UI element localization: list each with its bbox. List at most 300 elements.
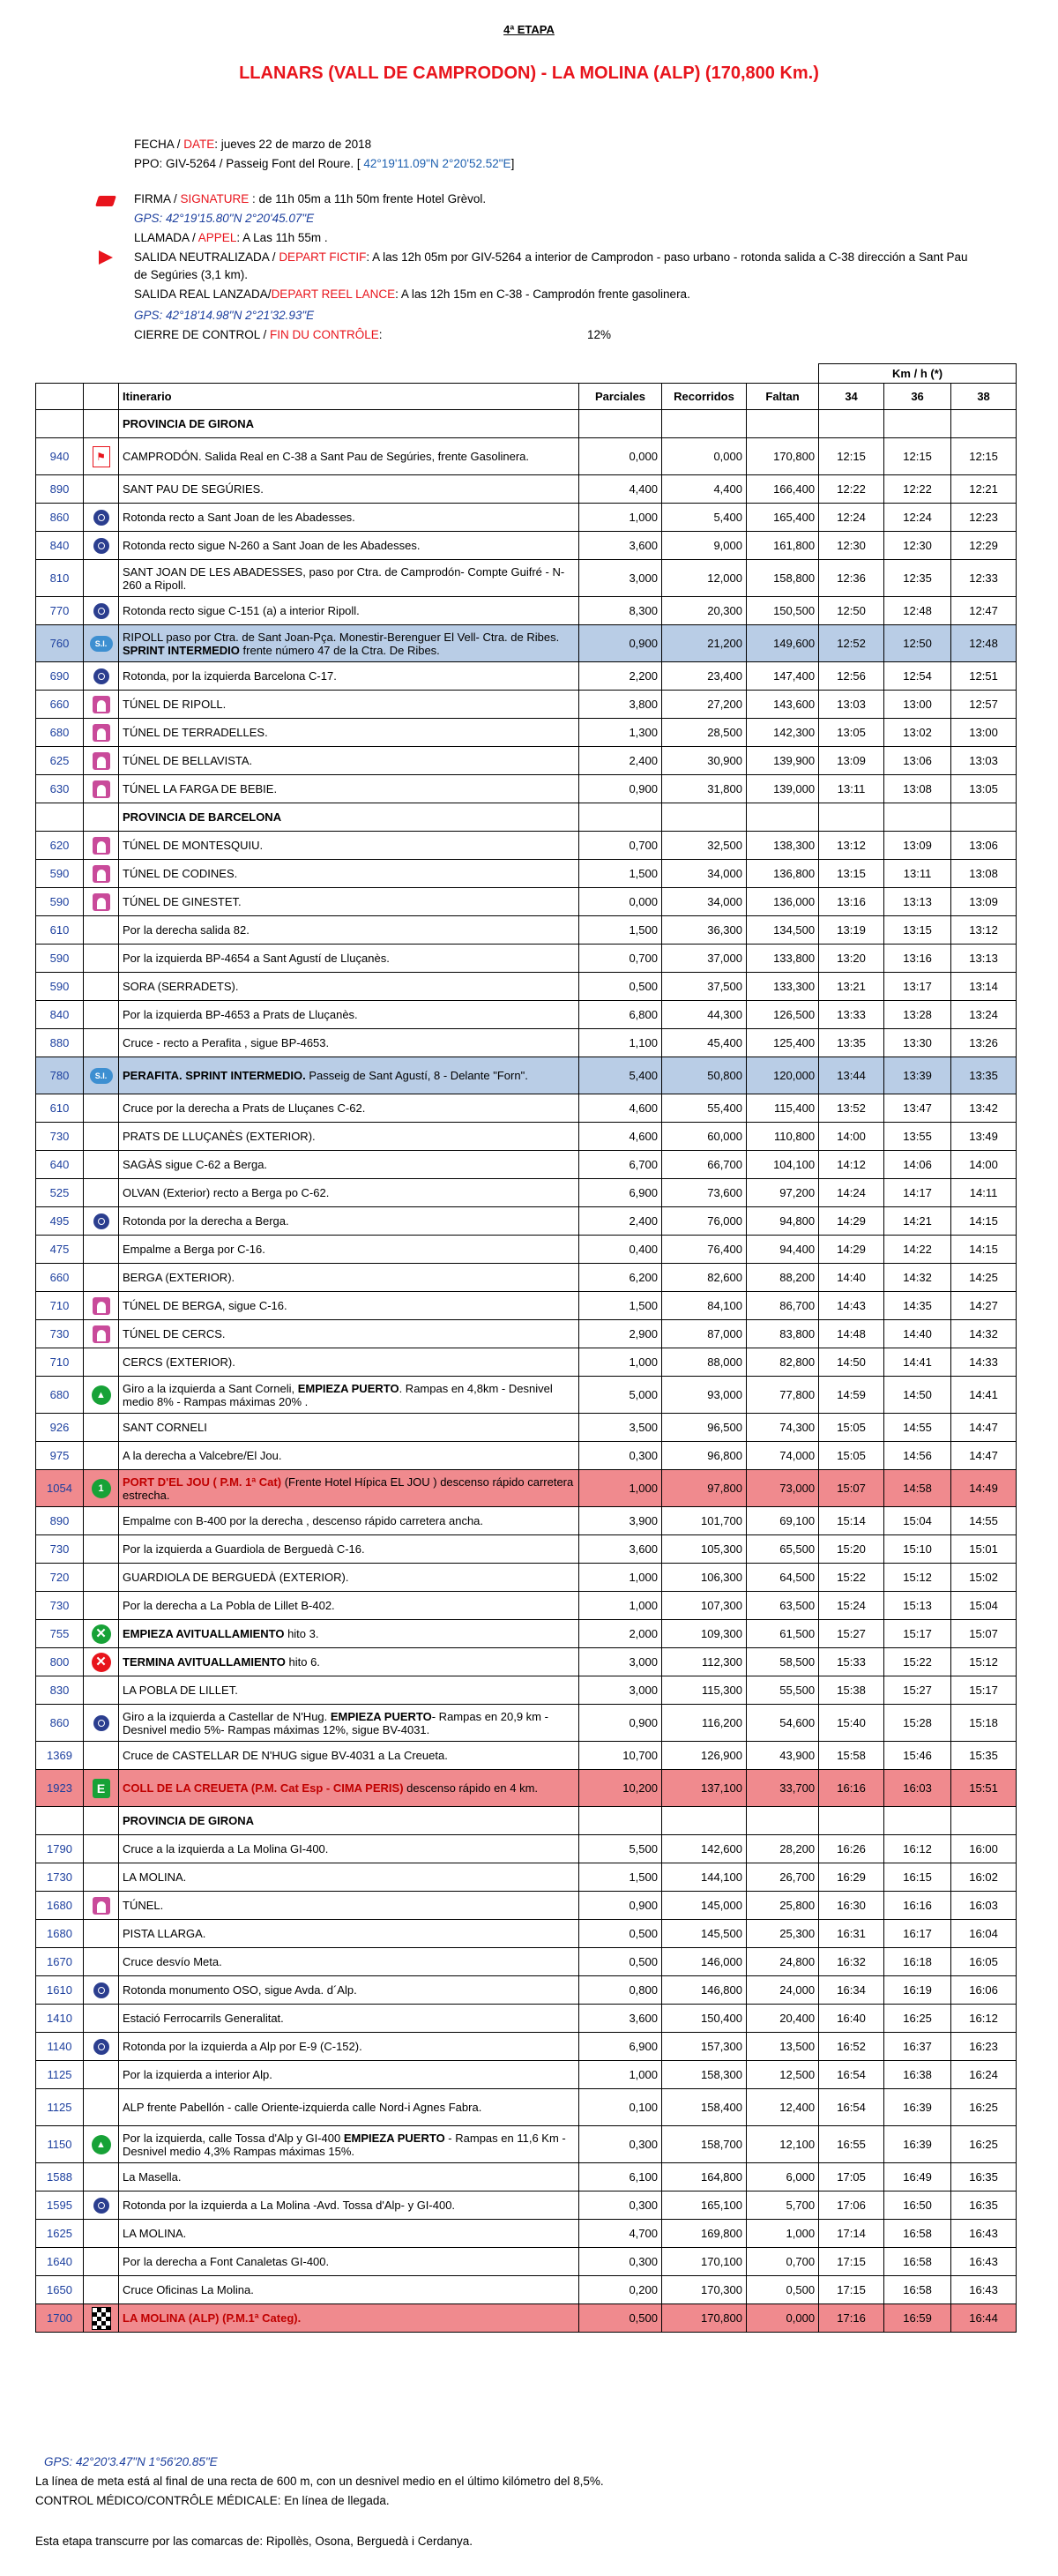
partial-km: 0,900 bbox=[579, 625, 662, 662]
partial-km: 0,300 bbox=[579, 2126, 662, 2163]
time-38: 14:33 bbox=[951, 1348, 1017, 1377]
time-36: 14:41 bbox=[884, 1348, 951, 1377]
covered-km: 150,400 bbox=[662, 2005, 747, 2033]
climb-start-icon: ▲ bbox=[92, 1387, 111, 1400]
remaining-km: 94,400 bbox=[747, 1236, 819, 1264]
altitude: 1700 bbox=[36, 2304, 84, 2333]
time-38: 14:49 bbox=[951, 1470, 1017, 1507]
itinerary bbox=[119, 1920, 579, 1948]
time-34: 14:48 bbox=[819, 1320, 884, 1348]
altitude: 610 bbox=[36, 1094, 84, 1123]
itinerary-text-2: frente número 47 de la Ctra. De Ribes. bbox=[239, 643, 440, 657]
remaining-km: 0,000 bbox=[747, 2304, 819, 2333]
time-38: 12:48 bbox=[951, 625, 1017, 662]
time-36: 14:58 bbox=[884, 1470, 951, 1507]
time-34: 13:21 bbox=[819, 973, 884, 1001]
time-34: 14:40 bbox=[819, 1264, 884, 1292]
time-36: 12:50 bbox=[884, 625, 951, 662]
time-36: 13:28 bbox=[884, 1001, 951, 1029]
remaining-km: 61,500 bbox=[747, 1620, 819, 1648]
time-36: 16:58 bbox=[884, 2276, 951, 2304]
remaining-km: 136,800 bbox=[747, 860, 819, 888]
covered-km: 36,300 bbox=[662, 916, 747, 945]
altitude: 770 bbox=[36, 597, 84, 625]
covered-km: 157,300 bbox=[662, 2033, 747, 2061]
time-38: 12:23 bbox=[951, 504, 1017, 532]
time-34: 13:52 bbox=[819, 1094, 884, 1123]
covered-km: 76,400 bbox=[662, 1236, 747, 1264]
itinerary bbox=[119, 1264, 579, 1292]
call-value: : A Las 11h 55m . bbox=[236, 231, 328, 244]
tunnel-icon bbox=[93, 725, 110, 738]
itinerary bbox=[119, 1151, 579, 1179]
itinerary bbox=[119, 1564, 579, 1592]
table-row bbox=[36, 1179, 1017, 1207]
call-label: LLAMADA / bbox=[134, 231, 198, 244]
remaining-km: 86,700 bbox=[747, 1292, 819, 1320]
covered-km: 158,400 bbox=[662, 2089, 747, 2126]
roundabout-icon bbox=[93, 2198, 109, 2211]
itinerary bbox=[119, 1507, 579, 1535]
time-38: 16:43 bbox=[951, 2220, 1017, 2248]
time-34: 12:50 bbox=[819, 597, 884, 625]
itinerary-text: Empalme con B-400 por la derecha , descenso rápido carretera ancha. bbox=[123, 1514, 484, 1527]
altitude: 680 bbox=[36, 1377, 84, 1414]
covered-km: 82,600 bbox=[662, 1264, 747, 1292]
covered-km: 55,400 bbox=[662, 1094, 747, 1123]
roundabout-icon bbox=[93, 2039, 109, 2052]
remaining-km: 97,200 bbox=[747, 1179, 819, 1207]
time-34: 15:24 bbox=[819, 1592, 884, 1620]
itinerary bbox=[119, 1676, 579, 1705]
altitude: 1369 bbox=[36, 1742, 84, 1770]
climb-1-icon: 1 bbox=[92, 1481, 111, 1494]
signature-value: : de 11h 05m a 11h 50m frente Hotel Grèvol. bbox=[252, 192, 487, 205]
itinerary-text: TÚNEL DE BERGA, sigue C-16. bbox=[123, 1299, 287, 1312]
altitude: 1640 bbox=[36, 2248, 84, 2276]
roundabout-icon bbox=[93, 1982, 109, 1996]
altitude: 660 bbox=[36, 691, 84, 719]
remaining-km: 28,200 bbox=[747, 1835, 819, 1863]
time-38: 16:24 bbox=[951, 2061, 1017, 2089]
start-icon: ⚑ bbox=[93, 449, 110, 462]
covered-km: 45,400 bbox=[662, 1029, 747, 1057]
time-36: 13:30 bbox=[884, 1029, 951, 1057]
table-row bbox=[36, 1348, 1017, 1377]
altitude: 1625 bbox=[36, 2220, 84, 2248]
time-38: 15:18 bbox=[951, 1705, 1017, 1742]
time-38: 16:12 bbox=[951, 2005, 1017, 2033]
table-row bbox=[36, 2005, 1017, 2033]
time-34: 12:36 bbox=[819, 560, 884, 597]
covered-km: 32,500 bbox=[662, 832, 747, 860]
partial-km: 0,900 bbox=[579, 1892, 662, 1920]
itinerary-text: ALP frente Pabellón - calle Oriente-izquierda calle Nord-i Agnes Fabra. bbox=[123, 2101, 482, 2114]
time-36: 13:08 bbox=[884, 775, 951, 803]
itinerary-text-2: hito 3. bbox=[284, 1627, 319, 1640]
partial-km: 1,500 bbox=[579, 916, 662, 945]
province-row bbox=[36, 1807, 1017, 1835]
call-label-fr: APPEL bbox=[197, 231, 237, 244]
time-36: 13:11 bbox=[884, 860, 951, 888]
remaining-km: 65,500 bbox=[747, 1535, 819, 1564]
time-38: 15:07 bbox=[951, 1620, 1017, 1648]
altitude: 1125 bbox=[36, 2089, 84, 2126]
altitude: 860 bbox=[36, 1705, 84, 1742]
time-36: 16:18 bbox=[884, 1948, 951, 1976]
partial-km: 5,400 bbox=[579, 1057, 662, 1094]
time-38: 15:51 bbox=[951, 1770, 1017, 1807]
covered-km: 142,600 bbox=[662, 1835, 747, 1863]
itinerary-text: Giro a la izquierda a Sant Corneli, bbox=[123, 1381, 298, 1395]
time-38: 14:27 bbox=[951, 1292, 1017, 1320]
remaining-km: 6,000 bbox=[747, 2163, 819, 2191]
itinerary-text: TÚNEL DE TERRADELLES. bbox=[123, 726, 268, 739]
table-row bbox=[36, 1863, 1017, 1892]
partial-km: 0,300 bbox=[579, 1442, 662, 1470]
altitude: 940 bbox=[36, 438, 84, 475]
remaining-km: 150,500 bbox=[747, 597, 819, 625]
altitude: 1595 bbox=[36, 2191, 84, 2220]
table-row bbox=[36, 1648, 1017, 1676]
altitude: 1410 bbox=[36, 2005, 84, 2033]
table-row bbox=[36, 691, 1017, 719]
roundabout-icon bbox=[93, 668, 109, 682]
remaining-km: 125,400 bbox=[747, 1029, 819, 1057]
table-row bbox=[36, 1442, 1017, 1470]
time-34: 13:16 bbox=[819, 888, 884, 916]
control-close-label-fr: FIN DU CONTRÔLE bbox=[270, 328, 379, 341]
remaining-km: 170,800 bbox=[747, 438, 819, 475]
finish-icon bbox=[92, 2311, 111, 2324]
time-36: 12:30 bbox=[884, 532, 951, 560]
altitude: 620 bbox=[36, 832, 84, 860]
itinerary-text: RIPOLL paso por Ctra. de Sant Joan-Pça. Monestir-Berenguer El Vell- Ctra. de Ribes. bbox=[123, 630, 560, 644]
time-38: 13:13 bbox=[951, 945, 1017, 973]
altitude: 975 bbox=[36, 1442, 84, 1470]
covered-km: 169,800 bbox=[662, 2220, 747, 2248]
itinerary bbox=[119, 2304, 579, 2333]
time-38: 12:29 bbox=[951, 532, 1017, 560]
time-34: 14:24 bbox=[819, 1179, 884, 1207]
time-34: 13:19 bbox=[819, 916, 884, 945]
table-row bbox=[36, 1470, 1017, 1507]
itinerary bbox=[119, 1123, 579, 1151]
itinerary-text-2: . Rampas en 4,8km - Desnivel medio 8% - Rampas máximas 20% . bbox=[123, 1381, 553, 1408]
itinerary bbox=[119, 1592, 579, 1620]
altitude: 495 bbox=[36, 1207, 84, 1236]
remaining-km: 73,000 bbox=[747, 1470, 819, 1507]
province-name: PROVINCIA DE BARCELONA bbox=[119, 803, 579, 832]
itinerary-text: BERGA (EXTERIOR). bbox=[123, 1271, 235, 1284]
altitude: 590 bbox=[36, 860, 84, 888]
table-row bbox=[36, 504, 1017, 532]
time-38: 14:25 bbox=[951, 1264, 1017, 1292]
time-34: 14:29 bbox=[819, 1236, 884, 1264]
remaining-km: 1,000 bbox=[747, 2220, 819, 2248]
time-38: 15:04 bbox=[951, 1592, 1017, 1620]
itinerary-highlight: TERMINA AVITUALLAMIENTO bbox=[123, 1655, 286, 1669]
itinerary bbox=[119, 2163, 579, 2191]
itinerary-text-2: hito 6. bbox=[285, 1655, 320, 1669]
remaining-km: 74,000 bbox=[747, 1442, 819, 1470]
call-line bbox=[134, 231, 328, 244]
itinerary bbox=[119, 945, 579, 973]
altitude: 926 bbox=[36, 1414, 84, 1442]
roundabout-icon bbox=[93, 1715, 109, 1729]
itinerary bbox=[119, 2248, 579, 2276]
tunnel-icon bbox=[93, 866, 110, 879]
covered-km: 34,000 bbox=[662, 860, 747, 888]
table-row bbox=[36, 1264, 1017, 1292]
time-36: 15:04 bbox=[884, 1507, 951, 1535]
province-name: PROVINCIA DE GIRONA bbox=[119, 410, 579, 438]
altitude: 860 bbox=[36, 504, 84, 532]
ppo-line bbox=[134, 157, 514, 170]
time-34: 16:55 bbox=[819, 2126, 884, 2163]
time-36: 15:22 bbox=[884, 1648, 951, 1676]
time-36: 16:25 bbox=[884, 2005, 951, 2033]
covered-km: 137,100 bbox=[662, 1770, 747, 1807]
partial-km: 10,200 bbox=[579, 1770, 662, 1807]
partial-km: 3,000 bbox=[579, 1648, 662, 1676]
remaining-km: 77,800 bbox=[747, 1377, 819, 1414]
time-36: 13:47 bbox=[884, 1094, 951, 1123]
remaining-km: 88,200 bbox=[747, 1264, 819, 1292]
partial-km: 5,000 bbox=[579, 1377, 662, 1414]
time-36: 15:10 bbox=[884, 1535, 951, 1564]
time-36: 14:56 bbox=[884, 1442, 951, 1470]
table-row bbox=[36, 1507, 1017, 1535]
time-34: 16:29 bbox=[819, 1863, 884, 1892]
time-36: 15:17 bbox=[884, 1620, 951, 1648]
table-row bbox=[36, 1292, 1017, 1320]
remaining-km: 138,300 bbox=[747, 832, 819, 860]
medical-control: CONTROL MÉDICO/CONTRÔLE MÉDICALE: En línea de llegada. bbox=[35, 2494, 390, 2507]
time-36: 16:38 bbox=[884, 2061, 951, 2089]
itinerary-text: SANT PAU DE SEGÚRIES. bbox=[123, 482, 264, 496]
time-34: 12:24 bbox=[819, 504, 884, 532]
table-row bbox=[36, 2276, 1017, 2304]
time-38: 14:15 bbox=[951, 1236, 1017, 1264]
time-34: 14:00 bbox=[819, 1123, 884, 1151]
itinerary-highlight: EMPIEZA PUERTO bbox=[330, 1709, 432, 1723]
itinerary bbox=[119, 1377, 579, 1414]
itinerary-text: TÚNEL. bbox=[123, 1899, 164, 1912]
province-row bbox=[36, 410, 1017, 438]
control-close-label: CIERRE DE CONTROL / bbox=[134, 328, 271, 341]
time-36: 12:22 bbox=[884, 475, 951, 504]
route-table bbox=[35, 363, 1017, 2333]
itinerary-text: Por la izquierda a interior Alp. bbox=[123, 2068, 272, 2081]
itinerary bbox=[119, 1442, 579, 1470]
table-row bbox=[36, 1742, 1017, 1770]
remaining-km: 12,100 bbox=[747, 2126, 819, 2163]
partial-km: 6,900 bbox=[579, 1179, 662, 1207]
time-38: 13:49 bbox=[951, 1123, 1017, 1151]
partial-km: 3,600 bbox=[579, 532, 662, 560]
partial-km: 4,400 bbox=[579, 475, 662, 504]
time-36: 15:12 bbox=[884, 1564, 951, 1592]
ppo-gps: 42°19'11.09"N 2°20'52.52"E bbox=[363, 157, 511, 170]
table-row bbox=[36, 1001, 1017, 1029]
time-36: 12:54 bbox=[884, 662, 951, 691]
remaining-km: 58,500 bbox=[747, 1648, 819, 1676]
date-label: FECHA / bbox=[134, 138, 184, 151]
altitude: 525 bbox=[36, 1179, 84, 1207]
itinerary-highlight: EMPIEZA PUERTO bbox=[343, 2131, 445, 2145]
time-38: 13:03 bbox=[951, 747, 1017, 775]
covered-km: 116,200 bbox=[662, 1705, 747, 1742]
table-row bbox=[36, 719, 1017, 747]
itinerary bbox=[119, 1292, 579, 1320]
remaining-km: 126,500 bbox=[747, 1001, 819, 1029]
partial-km: 1,000 bbox=[579, 2061, 662, 2089]
date-line bbox=[134, 138, 371, 151]
covered-km: 158,300 bbox=[662, 2061, 747, 2089]
control-close-line bbox=[134, 328, 383, 341]
time-34: 15:22 bbox=[819, 1564, 884, 1592]
time-38: 16:25 bbox=[951, 2126, 1017, 2163]
time-34: 17:16 bbox=[819, 2304, 884, 2333]
time-36: 12:48 bbox=[884, 597, 951, 625]
partial-km: 2,000 bbox=[579, 1620, 662, 1648]
itinerary-text: La Masella. bbox=[123, 2170, 182, 2184]
covered-km: 28,500 bbox=[662, 719, 747, 747]
itinerary-text: Cruce desvío Meta. bbox=[123, 1955, 222, 1968]
itinerary bbox=[119, 662, 579, 691]
table-row bbox=[36, 775, 1017, 803]
covered-km: 84,100 bbox=[662, 1292, 747, 1320]
partial-km: 0,900 bbox=[579, 775, 662, 803]
itinerary bbox=[119, 775, 579, 803]
time-36: 14:17 bbox=[884, 1179, 951, 1207]
table-row bbox=[36, 888, 1017, 916]
itinerary-text: Por la derecha a Font Canaletas GI-400. bbox=[123, 2255, 330, 2268]
time-38: 16:04 bbox=[951, 1920, 1017, 1948]
partial-km: 4,600 bbox=[579, 1123, 662, 1151]
real-start-label: SALIDA REAL LANZADA/ bbox=[134, 287, 272, 301]
covered-km: 146,800 bbox=[662, 1976, 747, 2005]
time-38: 16:35 bbox=[951, 2191, 1017, 2220]
itinerary-text: OLVAN (Exterior) recto a Berga po C-62. bbox=[123, 1186, 330, 1199]
partial-km: 0,700 bbox=[579, 832, 662, 860]
covered-km: 0,000 bbox=[662, 438, 747, 475]
table-row bbox=[36, 625, 1017, 662]
itinerary-text: Rotonda recto a Sant Joan de les Abadesses. bbox=[123, 511, 355, 524]
covered-km: 34,000 bbox=[662, 888, 747, 916]
itinerary-climb: PORT D'EL JOU ( P.M. 1ª Cat) bbox=[123, 1475, 282, 1489]
remaining-km: 115,400 bbox=[747, 1094, 819, 1123]
table-row bbox=[36, 1948, 1017, 1976]
time-36: 14:32 bbox=[884, 1264, 951, 1292]
partial-km: 1,100 bbox=[579, 1029, 662, 1057]
time-34: 16:34 bbox=[819, 1976, 884, 2005]
itinerary-text: Cruce Oficinas La Molina. bbox=[123, 2283, 254, 2296]
time-38: 13:24 bbox=[951, 1001, 1017, 1029]
remaining-km: 0,700 bbox=[747, 2248, 819, 2276]
time-36: 15:28 bbox=[884, 1705, 951, 1742]
time-36: 16:03 bbox=[884, 1770, 951, 1807]
table-row bbox=[36, 2033, 1017, 2061]
start-pin-icon bbox=[99, 250, 113, 265]
time-38: 16:02 bbox=[951, 1863, 1017, 1892]
altitude: 730 bbox=[36, 1320, 84, 1348]
tunnel-icon bbox=[93, 753, 110, 766]
table-row bbox=[36, 860, 1017, 888]
itinerary-text: Rotonda por la izquierda a Alp por E-9 (C-152). bbox=[123, 2040, 362, 2053]
covered-km: 66,700 bbox=[662, 1151, 747, 1179]
time-38: 16:44 bbox=[951, 2304, 1017, 2333]
itinerary bbox=[119, 1742, 579, 1770]
time-34: 14:29 bbox=[819, 1207, 884, 1236]
time-34: 12:22 bbox=[819, 475, 884, 504]
time-38: 12:51 bbox=[951, 662, 1017, 691]
covered-km: 115,300 bbox=[662, 1676, 747, 1705]
itinerary-text: Rotonda por la derecha a Berga. bbox=[123, 1214, 289, 1228]
remaining-km: 134,500 bbox=[747, 916, 819, 945]
partial-km: 6,100 bbox=[579, 2163, 662, 2191]
real-start-label-fr: DEPART REEL LANCE bbox=[271, 287, 396, 301]
table-row bbox=[36, 2126, 1017, 2163]
remaining-km: 142,300 bbox=[747, 719, 819, 747]
itinerary bbox=[119, 719, 579, 747]
itinerary bbox=[119, 2033, 579, 2061]
time-36: 16:19 bbox=[884, 1976, 951, 2005]
remaining-km: 55,500 bbox=[747, 1676, 819, 1705]
time-36: 13:06 bbox=[884, 747, 951, 775]
partial-km: 6,900 bbox=[579, 2033, 662, 2061]
itinerary bbox=[119, 1207, 579, 1236]
gps-start: GPS: 42°18'14.98"N 2°21'32.93"E bbox=[134, 309, 315, 322]
time-38: 12:47 bbox=[951, 597, 1017, 625]
partial-km: 0,400 bbox=[579, 1236, 662, 1264]
itinerary bbox=[119, 1348, 579, 1377]
remaining-km: 133,800 bbox=[747, 945, 819, 973]
signature-flag-icon bbox=[95, 196, 116, 206]
ppo-close: ] bbox=[510, 157, 515, 170]
itinerary-text: SANT JOAN DE LES ABADESSES, paso por Ctra. de Camprodón- Compte Guifré - N-260 a Ripoll. bbox=[123, 564, 565, 592]
time-34: 17:05 bbox=[819, 2163, 884, 2191]
itinerary-text-2: - Rampas en 20,9 km - Desnivel medio 5%- Rampas máximas 12%, sigue BV-4031. bbox=[123, 1709, 548, 1736]
partial-km: 1,500 bbox=[579, 1863, 662, 1892]
partial-km: 6,800 bbox=[579, 1001, 662, 1029]
sprint-icon: S.I. bbox=[90, 636, 113, 649]
time-34: 16:54 bbox=[819, 2089, 884, 2126]
itinerary-text: SORA (SERRADETS). bbox=[123, 980, 239, 993]
partial-km: 0,000 bbox=[579, 438, 662, 475]
control-close-sep: : bbox=[378, 328, 383, 341]
itinerary-text: Rotonda monumento OSO, sigue Avda. d´Alp. bbox=[123, 1983, 357, 1997]
table-row bbox=[36, 1535, 1017, 1564]
altitude: 1650 bbox=[36, 2276, 84, 2304]
itinerary-text: Empalme a Berga por C-16. bbox=[123, 1243, 265, 1256]
itinerary bbox=[119, 1320, 579, 1348]
table-row bbox=[36, 1094, 1017, 1123]
table-row bbox=[36, 2220, 1017, 2248]
time-34: 13:33 bbox=[819, 1001, 884, 1029]
time-34: 13:15 bbox=[819, 860, 884, 888]
table-row bbox=[36, 1414, 1017, 1442]
itinerary-text: TÚNEL DE CODINES. bbox=[123, 867, 238, 880]
partial-km: 3,000 bbox=[579, 560, 662, 597]
itinerary-highlight: EMPIEZA PUERTO bbox=[297, 1381, 399, 1395]
col-recorridos: Recorridos bbox=[662, 384, 747, 410]
itinerary bbox=[119, 1863, 579, 1892]
time-38: 16:43 bbox=[951, 2248, 1017, 2276]
covered-km: 170,100 bbox=[662, 2248, 747, 2276]
remaining-km: 165,400 bbox=[747, 504, 819, 532]
